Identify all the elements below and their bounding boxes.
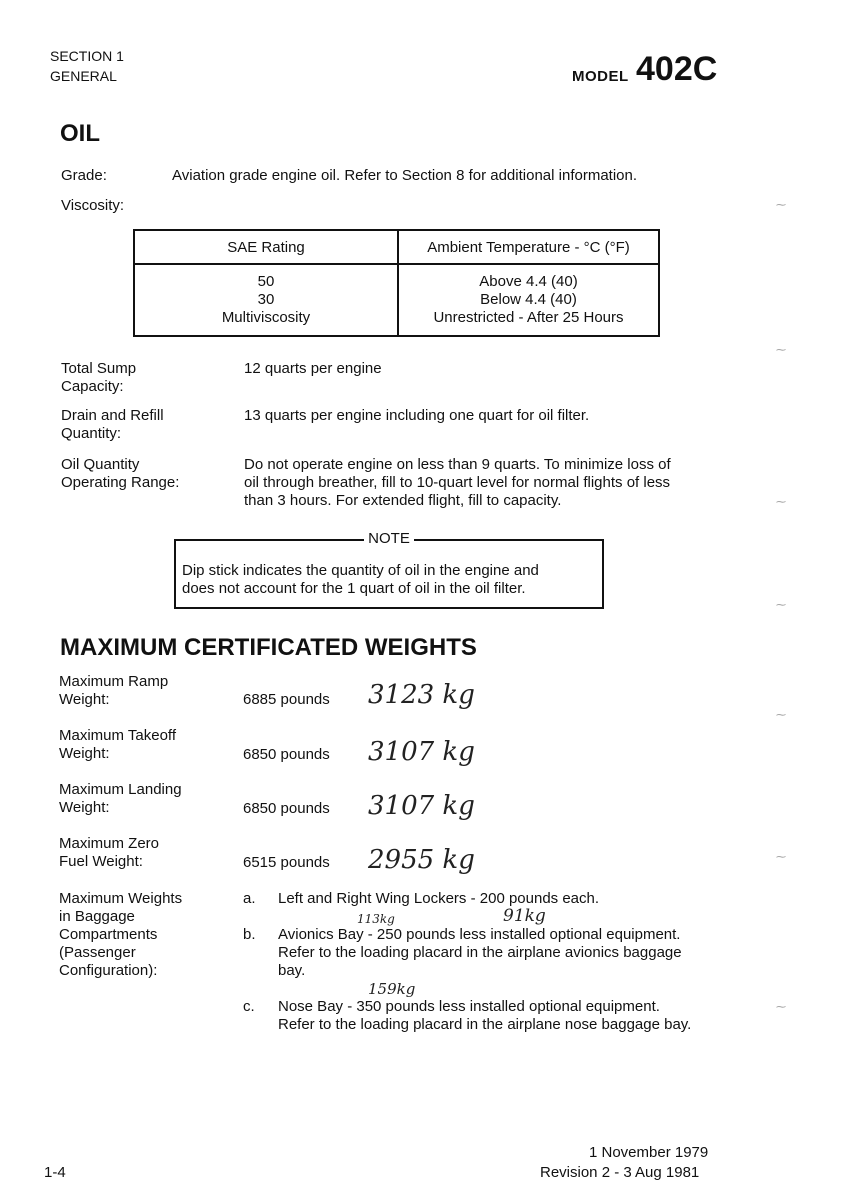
table-header-temperature: Ambient Temperature - °C (°F)	[398, 230, 659, 264]
zero-fuel-weight-handwritten: 2955 kg	[368, 845, 475, 875]
baggage-label: Maximum Weights in Baggage Compartments (Passenger Configuration):	[59, 890, 183, 979]
takeoff-weight-handwritten: 3107 kg	[368, 737, 475, 767]
ramp-weight-handwritten: 3123 kg	[368, 680, 475, 710]
total-sump-label: Total Sump Capacity:	[61, 360, 137, 395]
zero-fuel-weight-label: Maximum Zero Fuel Weight:	[59, 835, 160, 870]
drain-refill-value: 13 quarts per engine including one quart for oil filter.	[244, 407, 590, 424]
scan-mark: ⁓	[776, 200, 786, 211]
baggage-item-nose: Nose Bay - 350 pounds less installed optional equipment. Refer to the loading placard in the airplane nose baggage bay.	[278, 998, 692, 1033]
scan-mark: ⁓	[776, 710, 786, 721]
scan-mark: ⁓	[776, 497, 786, 508]
ramp-weight-label: Maximum Ramp Weight:	[59, 673, 169, 708]
oil-heading: OIL	[60, 120, 100, 147]
model-number: 402C	[636, 50, 718, 88]
viscosity-label: Viscosity:	[61, 197, 125, 214]
table-cell-temperature: Above 4.4 (40)	[479, 273, 578, 290]
scan-mark: ⁓	[776, 345, 786, 356]
note-title: NOTE	[364, 530, 414, 547]
scan-mark: ⁓	[776, 1002, 786, 1013]
landing-weight-label: Maximum Landing Weight:	[59, 781, 182, 816]
baggage-item-avionics: Avionics Bay - 250 pounds less installed optional equipment. Refer to the loading placard in the airplane avionics baggage bay.	[278, 926, 682, 979]
handwritten-note-wing: 91kg	[503, 906, 546, 926]
zero-fuel-weight-value: 6515 pounds	[243, 854, 330, 871]
takeoff-weight-value: 6850 pounds	[243, 746, 330, 763]
footer-date: 1 November 1979	[589, 1144, 709, 1161]
baggage-item-letter: c.	[243, 998, 255, 1015]
table-header-sae: SAE Rating	[134, 230, 398, 264]
landing-weight-value: 6850 pounds	[243, 800, 330, 817]
note-line: does not account for the 1 quart of oil in the oil filter.	[182, 580, 526, 597]
page-number: 1-4	[44, 1164, 66, 1181]
table-cell-temperature: Below 4.4 (40)	[480, 291, 577, 308]
landing-weight-handwritten: 3107 kg	[368, 791, 475, 821]
category-label: GENERAL	[50, 68, 117, 84]
baggage-item-wing-lockers: Left and Right Wing Lockers - 200 pounds each.	[278, 890, 600, 907]
note-box	[174, 530, 604, 609]
table-cell-rating: Multiviscosity	[221, 309, 311, 326]
drain-refill-label: Drain and Refill Quantity:	[61, 407, 164, 442]
table-cell-rating: 30	[257, 291, 275, 308]
sae-rating-table	[133, 229, 660, 337]
section-label: SECTION 1	[50, 48, 124, 64]
model-label: MODEL	[572, 68, 629, 85]
handwritten-note-nose: 159kg	[368, 980, 416, 998]
grade-text: Aviation grade engine oil. Refer to Section 8 for additional information.	[172, 167, 638, 184]
total-sump-value: 12 quarts per engine	[244, 360, 382, 377]
table-cell-temperature: Unrestricted - After 25 Hours	[433, 309, 624, 326]
handwritten-note-avionics: 113kg	[357, 912, 395, 926]
scan-mark: ⁓	[776, 600, 786, 611]
takeoff-weight-label: Maximum Takeoff Weight:	[59, 727, 176, 762]
oil-quantity-label: Oil Quantity Operating Range:	[61, 456, 180, 491]
grade-label: Grade:	[61, 167, 107, 184]
weights-heading: MAXIMUM CERTIFICATED WEIGHTS	[60, 634, 477, 661]
ramp-weight-value: 6885 pounds	[243, 691, 330, 708]
baggage-item-letter: b.	[243, 926, 256, 943]
oil-quantity-value: Do not operate engine on less than 9 quarts. To minimize loss of oil through breather, fill to 10-quart level for normal flights of less than 3 hours. For extended flight, fill to capacity.	[244, 456, 671, 509]
note-line: Dip stick indicates the quantity of oil in the engine and	[182, 562, 539, 579]
footer-revision: Revision 2 - 3 Aug 1981	[540, 1164, 700, 1181]
scan-mark: ⁓	[776, 852, 786, 863]
baggage-item-letter: a.	[243, 890, 256, 907]
table-cell-rating: 50	[257, 273, 275, 290]
